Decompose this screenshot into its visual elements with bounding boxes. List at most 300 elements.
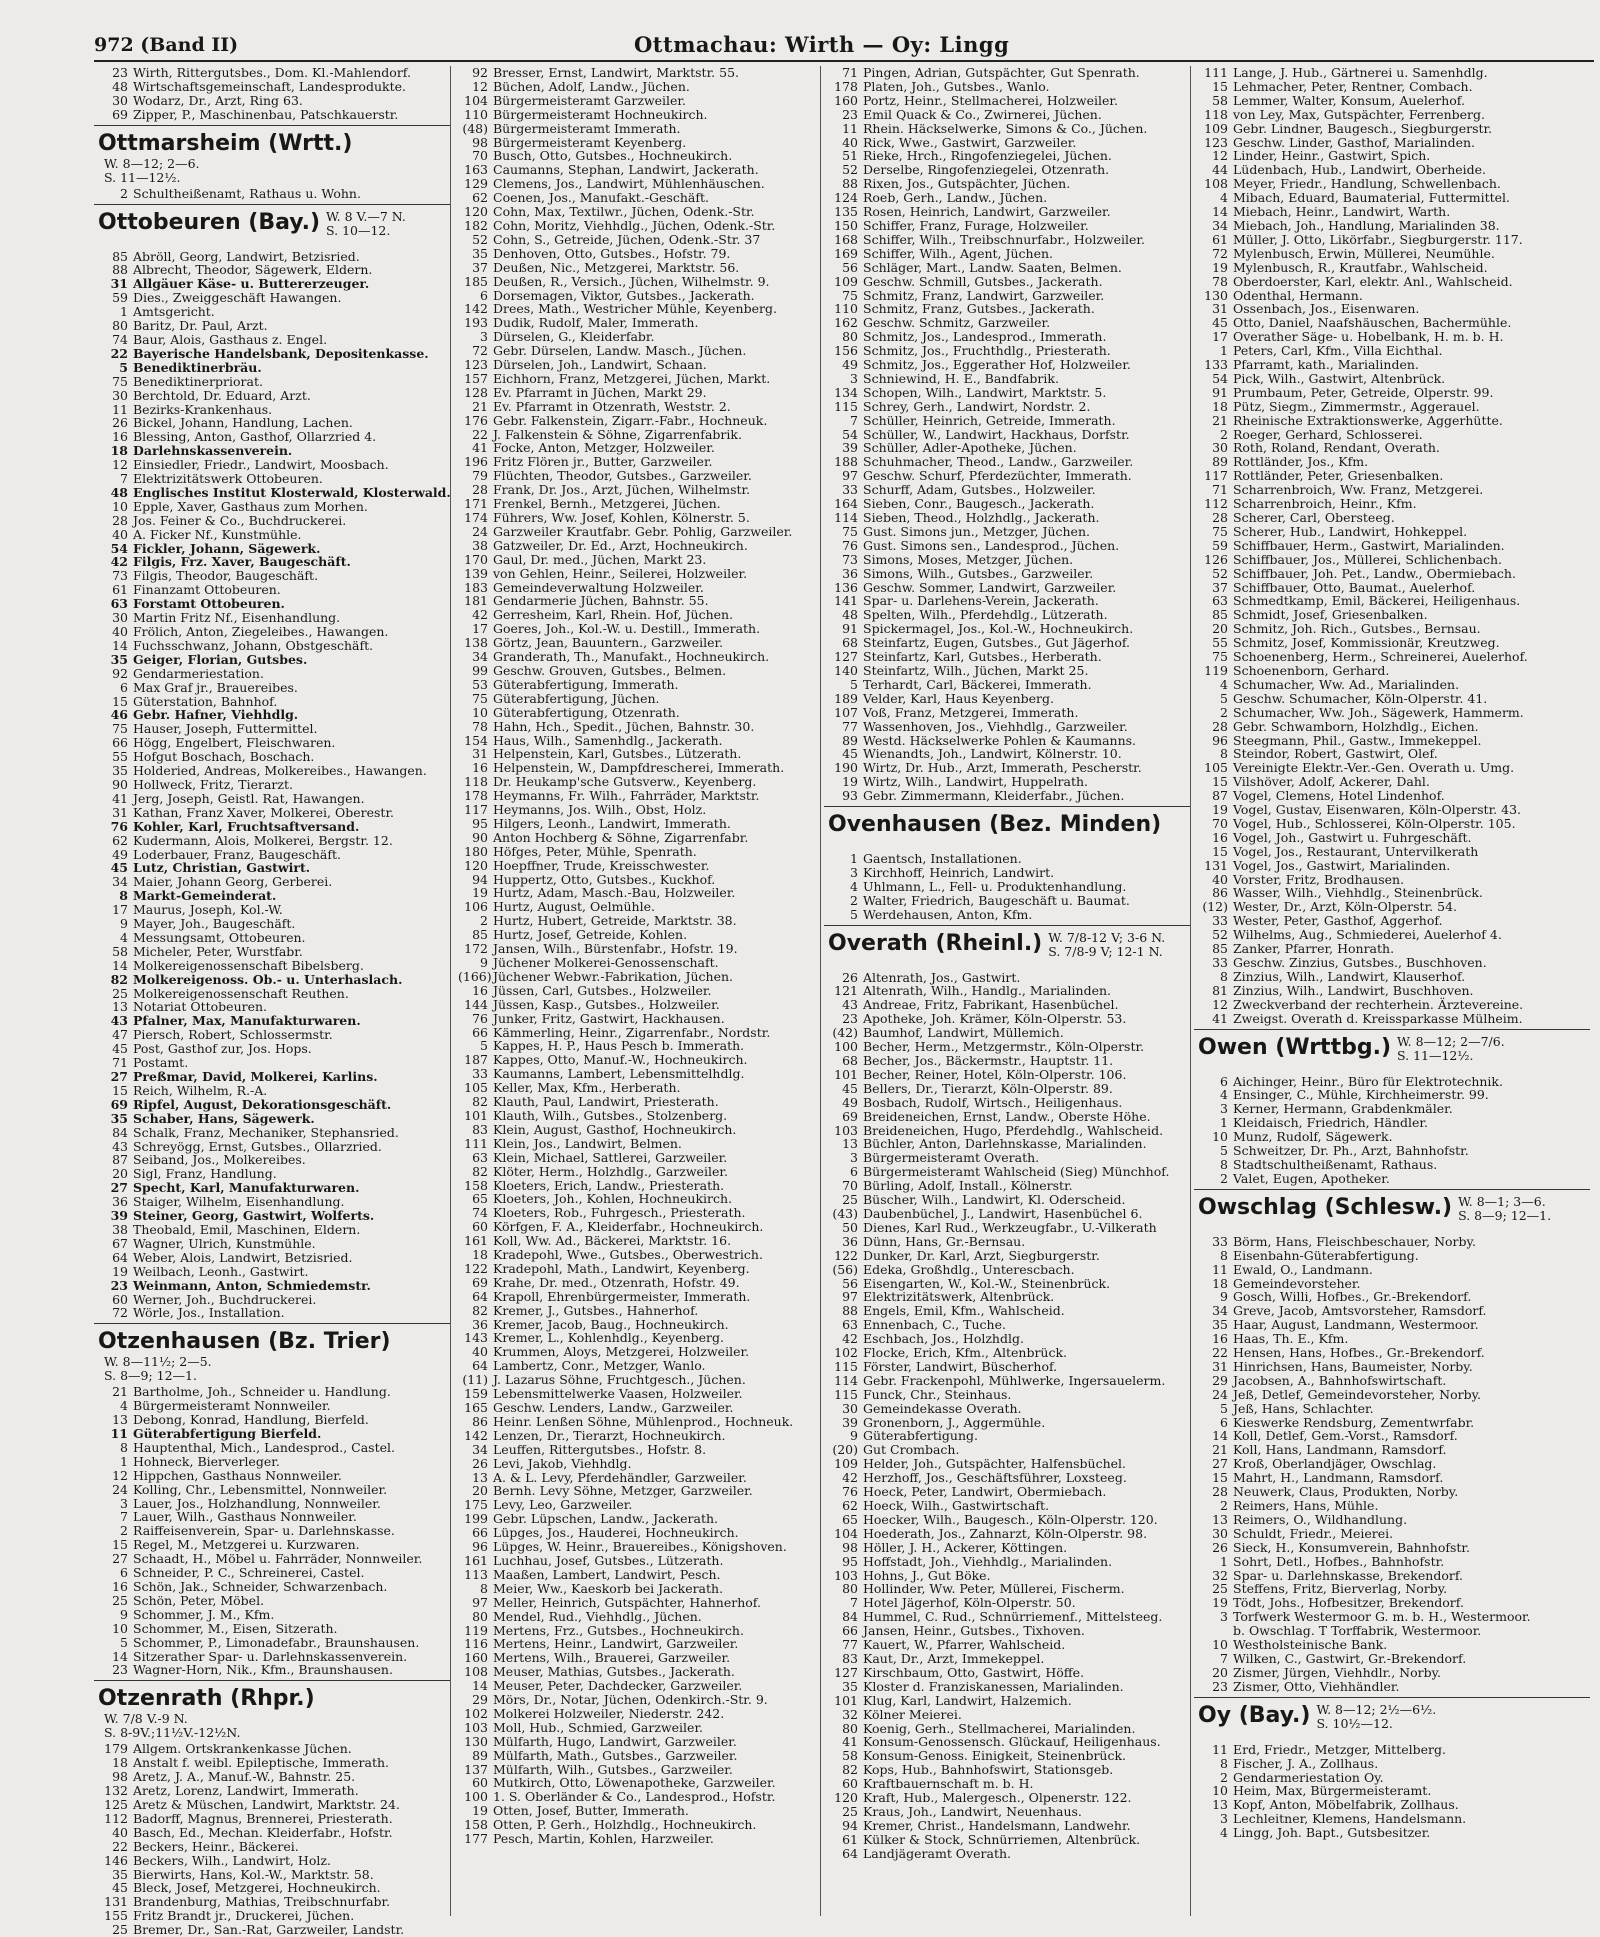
- phone-number: 93: [842, 788, 858, 804]
- phone-number: 51: [842, 148, 858, 164]
- directory-entry: [824, 1235, 1190, 1249]
- directory-entry: [94, 1251, 450, 1265]
- directory-entry: [454, 136, 820, 150]
- entry-text: Bresser, Ernst, Landwirt, Marktstr. 55.: [493, 65, 740, 80]
- directory-entry: [824, 692, 1190, 706]
- phone-number: 52: [1212, 565, 1228, 581]
- directory-entry: [1194, 1102, 1590, 1116]
- directory-entry: [824, 386, 1190, 400]
- directory-entry: [1194, 747, 1590, 761]
- directory-entry: [1194, 1457, 1590, 1471]
- phone-number: 175: [464, 1497, 488, 1513]
- entry-text: Kathan, Franz Xaver, Molkerei, Oberestr.: [133, 804, 395, 820]
- entry-text: Zanker, Pfarrer, Honrath.: [1233, 941, 1395, 957]
- phone-number: 88: [842, 1303, 858, 1319]
- phone-number: 26: [842, 969, 858, 985]
- entry-text: Wirtz, Wilh., Landwirt, Huppelrath.: [863, 774, 1089, 790]
- entry-text: Schuldt, Friedr., Meierei.: [1233, 1525, 1394, 1541]
- entry-text: Hilgers, Leonh., Landwirt, Immerath.: [493, 815, 731, 831]
- entry-text: Geschw. Sommer, Landwirt, Garzweiler.: [863, 579, 1117, 595]
- directory-entry: [454, 469, 820, 483]
- phone-number: 6: [850, 1164, 858, 1180]
- entry-text: Bosbach, Rudolf, Wirtsch., Heiligenhaus.: [863, 1094, 1123, 1110]
- directory-entry: [454, 80, 820, 94]
- phone-number: 2: [480, 913, 488, 929]
- entry-text: Zweckverband der rechterhein. Ärztevereine.: [1233, 996, 1524, 1012]
- phone-number: 38: [112, 1221, 128, 1237]
- phone-number: 14: [1212, 1428, 1228, 1444]
- entry-text: Eichhorn, Franz, Metzgerei, Jüchen, Markt.: [493, 370, 771, 386]
- entry-text: Kremer, Christ., Handelsmann, Landwehr.: [863, 1817, 1131, 1833]
- entry-text: Büchen, Adolf, Landw., Jüchen.: [493, 78, 690, 94]
- directory-entry: [1194, 1757, 1590, 1771]
- phone-number: 108: [1204, 176, 1228, 192]
- directory-entry: [1194, 149, 1590, 163]
- phone-number: 88: [842, 176, 858, 192]
- directory-entry: [1194, 692, 1590, 706]
- phone-number: 20: [472, 1483, 488, 1499]
- phone-number: 1: [850, 851, 858, 867]
- entry-text: Schüller, W., Landwirt, Hackhaus, Dorfstr.: [863, 426, 1130, 442]
- entry-text: Debong, Konrad, Handlung, Bierfeld.: [133, 1412, 369, 1428]
- phone-number: 8: [119, 888, 128, 904]
- directory-entry: [94, 1812, 450, 1826]
- phone-number: 8: [480, 1580, 488, 1596]
- entry-text: Schmitz, Franz, Landwirt, Garzweiler.: [863, 287, 1105, 303]
- phone-number: 29: [472, 1692, 488, 1708]
- phone-number: 15: [112, 1537, 128, 1553]
- phone-number: 103: [464, 1719, 488, 1735]
- entry-text: Gebr. Lüpschen, Landw., Jackerath.: [493, 1511, 718, 1527]
- phone-number: 14: [112, 957, 128, 973]
- phone-number: 30: [1212, 1525, 1228, 1541]
- phone-number: 36: [472, 1316, 488, 1332]
- directory-entry: [1194, 664, 1590, 678]
- directory-entry: [94, 1497, 450, 1511]
- office-hours: [1048, 931, 1165, 959]
- phone-number: 12: [1212, 148, 1228, 164]
- phone-number: 94: [842, 1817, 858, 1833]
- directory-entry: [1194, 372, 1590, 386]
- entry-text: Messungsamt, Ottobeuren.: [133, 929, 306, 945]
- directory-entry: [454, 108, 820, 122]
- phone-number: 9: [480, 955, 488, 970]
- phone-number: (48): [462, 120, 488, 136]
- directory-entry: [824, 1249, 1190, 1263]
- office-hours: [104, 1712, 240, 1740]
- directory-entry: [1194, 233, 1590, 247]
- phone-number: 14: [112, 1648, 128, 1664]
- entry-text: Hurtz, August, Oelmühle.: [493, 899, 655, 915]
- entry-text: Schoenenborn, Gerhard.: [1233, 662, 1390, 678]
- phone-number: 118: [464, 774, 488, 790]
- phone-number: 69: [112, 106, 128, 122]
- entry-text: Spelten, Wilh., Pferdehdlg., Lützerath.: [863, 607, 1108, 623]
- directory-entry: [94, 861, 450, 875]
- directory-entry: [1194, 1569, 1590, 1583]
- directory-entry: [94, 1909, 450, 1923]
- entry-text: Reimers, Hans, Mühle.: [1233, 1498, 1379, 1513]
- phone-number: 3: [850, 1150, 858, 1166]
- phone-number: 159: [464, 1386, 488, 1402]
- directory-entry: [824, 163, 1190, 177]
- entry-text: Apotheke, Joh. Krämer, Köln-Olperstr. 53.: [863, 1011, 1127, 1027]
- directory-entry: [1194, 441, 1590, 455]
- phone-number: 30: [842, 1400, 858, 1416]
- phone-number: 35: [112, 763, 128, 779]
- entry-text: Kraftbauernschaft m. b. H.: [863, 1776, 1034, 1792]
- directory-entry: [1194, 539, 1590, 553]
- entry-text: Bayerische Handelsbank, Depositenkasse.: [133, 345, 429, 361]
- entry-text: Pfalner, Max, Manufakturwaren.: [133, 1013, 361, 1029]
- entry-text: Max Graf jr., Brauereibes.: [133, 679, 298, 695]
- entry-text: Schalk, Franz, Mechaniker, Stephansried.: [133, 1124, 399, 1140]
- phone-number: 63: [472, 1149, 488, 1165]
- phone-number: 85: [1212, 941, 1228, 957]
- phone-number: 45: [842, 1080, 858, 1096]
- phone-number: 26: [1212, 1539, 1228, 1555]
- directory-entry: [1194, 650, 1590, 664]
- entry-text: Gebr. Lindner, Baugesch., Siegburgerstr.: [1233, 120, 1493, 136]
- entry-text: Pick, Wilh., Gastwirt, Altenbrück.: [1233, 370, 1446, 386]
- phone-number: 39: [842, 1414, 858, 1430]
- directory-entry: [454, 678, 820, 692]
- directory-entry: [94, 1427, 450, 1441]
- phone-number: 85: [472, 927, 488, 943]
- entry-text: Berchtold, Dr. Eduard, Arzt.: [133, 387, 311, 403]
- entry-text: Wienandts, Joh., Landwirt, Kölnerstr. 10.: [863, 746, 1122, 762]
- entry-text: Rick, Wwe., Gastwirt, Garzweiler.: [863, 134, 1077, 150]
- entry-text: Haus, Wilh., Samenhdlg., Jackerath.: [493, 732, 723, 748]
- directory-entry: [94, 1153, 450, 1167]
- entry-text: Mylenbusch, Erwin, Müllerei, Neumühle.: [1233, 245, 1495, 261]
- entry-text: Spar- u. Darlehnskasse, Brekendorf.: [1233, 1567, 1463, 1583]
- phone-number: 36: [842, 1233, 858, 1249]
- entry-text: Höller, J. H., Ackerer, Köttingen.: [863, 1539, 1068, 1555]
- phone-number: 23: [842, 1011, 858, 1027]
- directory-entry: [1194, 205, 1590, 219]
- directory-entry: [94, 1140, 450, 1154]
- phone-number: 111: [464, 1135, 488, 1151]
- entry-text: Eisenbahn-Güterabfertigung.: [1233, 1247, 1419, 1263]
- phone-number: 75: [112, 721, 128, 737]
- phone-number: 9: [850, 1428, 858, 1444]
- phone-number: 35: [110, 651, 128, 667]
- entry-text: Notariat Ottobeuren.: [133, 999, 268, 1015]
- entry-text: Wirtschaftsgemeinschaft, Landesprodukte.: [133, 78, 406, 94]
- directory-entry: [824, 539, 1190, 553]
- entry-text: Fritz Brandt jr., Druckerei, Jüchen.: [133, 1908, 355, 1924]
- directory-entry: [824, 80, 1190, 94]
- phone-number: 18: [1212, 1275, 1228, 1291]
- section-divider: [94, 1680, 450, 1681]
- entry-text: Focke, Anton, Metzger, Holzweiler.: [493, 440, 715, 456]
- place-name: Otzenrath (Rhpr.): [98, 1686, 315, 1712]
- entry-text: Hurtz, Adam, Masch.-Bau, Holzweiler.: [493, 885, 736, 901]
- phone-number: 114: [834, 1372, 858, 1388]
- directory-entry: [454, 302, 820, 316]
- directory-entry: [1194, 1666, 1590, 1680]
- directory-entry: [824, 1749, 1190, 1763]
- entry-text: Landjägeramt Overath.: [863, 1845, 1011, 1861]
- directory-entry: [94, 80, 450, 94]
- directory-entry: [824, 1193, 1190, 1207]
- directory-entry: [824, 1541, 1190, 1555]
- phone-number: 33: [472, 1066, 488, 1082]
- entry-text: Kappes, H. P., Haus Pesch b. Immerath.: [493, 1038, 745, 1054]
- phone-number: 16: [472, 760, 488, 776]
- directory-entry: [824, 414, 1190, 428]
- phone-number: 36: [842, 565, 858, 581]
- entry-text: Krapoll, Ehrenbürgermeister, Immerath.: [493, 1288, 751, 1304]
- entry-text: Vogel, Clemens, Hotel Lindenhof.: [1233, 788, 1445, 804]
- directory-entry: [94, 1399, 450, 1413]
- entry-text: Platen, Joh., Gutsbes., Wanlo.: [863, 78, 1050, 94]
- directory-entry: [824, 1833, 1190, 1847]
- phone-number: 18: [1212, 398, 1228, 414]
- directory-entry: [94, 987, 450, 1001]
- entry-text: Vogel, Jos., Gastwirt, Marialinden.: [1233, 857, 1451, 873]
- phone-number: 155: [104, 1908, 128, 1924]
- directory-entry: [454, 1568, 820, 1582]
- entry-text: Helpenstein, Karl, Gutsbes., Lützerath.: [493, 746, 742, 762]
- phone-number: 52: [472, 231, 488, 247]
- entry-text: Fuchsschwanz, Johann, Obstgeschäft.: [133, 637, 374, 653]
- directory-entry: [94, 416, 450, 430]
- directory-entry: [94, 1167, 450, 1181]
- entry-text: Hauser, Joseph, Futtermittel.: [133, 721, 318, 737]
- directory-entry: [1194, 261, 1590, 275]
- phone-number: 35: [1212, 1317, 1228, 1333]
- directory-entry: [824, 1582, 1190, 1596]
- directory-entry: [454, 233, 820, 247]
- entry-text: Preßmar, David, Molkerei, Karlins.: [133, 1069, 378, 1084]
- directory-entry: [1194, 1402, 1590, 1416]
- phone-number: 164: [834, 496, 858, 512]
- entry-text: Schommer, M., Eisen, Sitzerath.: [133, 1620, 338, 1636]
- entry-text: Wagner, Ulrich, Kunstmühle.: [133, 1235, 316, 1251]
- entry-text: Gendarmeriestation.: [133, 665, 264, 681]
- entry-text: Kirschbaum, Otto, Gastwirt, Höffe.: [863, 1664, 1085, 1680]
- directory-entry: [94, 1663, 450, 1677]
- phone-number: (12): [1202, 899, 1228, 915]
- directory-entry: [454, 1137, 820, 1151]
- phone-number: 69: [842, 1108, 858, 1124]
- directory-entry: [94, 319, 450, 333]
- phone-number: 85: [1212, 607, 1228, 623]
- entry-text: Altenrath, Jos., Gastwirt.: [863, 969, 1021, 985]
- entry-text: Breideneichen, Ernst, Landw., Oberste Höhe.: [863, 1108, 1151, 1124]
- directory-entry: [1194, 1610, 1590, 1624]
- entry-text: Rosen, Heinrich, Landwirt, Garzweiler.: [863, 204, 1111, 220]
- entry-text: Otto, Daniel, Naafshäuschen, Bachermühle.: [1233, 315, 1512, 331]
- entry-text: Becher, Reiner, Hotel, Köln-Olperstr. 106.: [863, 1066, 1127, 1082]
- phone-number: 90: [472, 829, 488, 845]
- phone-number: 131: [104, 1894, 128, 1910]
- phone-number: 6: [1220, 1073, 1228, 1089]
- directory-entry: [824, 594, 1190, 608]
- entry-text: Blessing, Anton, Gasthof, Ollarzried 4.: [133, 429, 377, 445]
- directory-entry: [824, 775, 1190, 789]
- entry-text: Keller, Max, Kfm., Herberath.: [493, 1080, 681, 1096]
- entry-text: Baritz, Dr. Paul, Arzt.: [133, 318, 268, 334]
- entry-text: Levi, Jakob, Viehhdlg.: [493, 1455, 632, 1471]
- phone-number: 82: [472, 1094, 488, 1110]
- phone-number: 1: [1220, 343, 1228, 359]
- directory-entry: [824, 1763, 1190, 1777]
- entry-text: Regel, M., Metzgerei u. Kurzwaren.: [133, 1537, 360, 1553]
- entry-text: Schultheißenamt, Rathaus u. Wohn.: [133, 185, 361, 201]
- entry-text: Rieke, Hrch., Ringofenziegelei, Jüchen.: [863, 148, 1112, 164]
- entry-text: Hauptenthal, Mich., Landesprod., Castel.: [133, 1439, 395, 1455]
- weekday-hours: W. 8 V.—7 N.: [326, 208, 406, 224]
- directory-entry: [94, 1895, 450, 1909]
- entry-text: Werner, Joh., Buchdruckerei.: [133, 1291, 317, 1307]
- phone-number: 98: [842, 1539, 858, 1555]
- directory-entry: [824, 1207, 1190, 1221]
- phone-number: 7: [850, 1595, 858, 1611]
- directory-entry: [94, 1923, 450, 1937]
- phone-number: 160: [464, 1650, 488, 1666]
- entry-text: Aretz, Lorenz, Landwirt, Immerath.: [133, 1783, 359, 1799]
- entry-text: Kloeters, Erich, Landw., Priesterath.: [493, 1177, 725, 1193]
- directory-entry: [94, 1112, 450, 1126]
- phone-number: 160: [834, 92, 858, 108]
- phone-number: 60: [842, 1776, 858, 1792]
- entry-text: Levy, Leo, Garzweiler.: [493, 1497, 633, 1513]
- directory-entry: [94, 542, 450, 556]
- directory-entry: [94, 1084, 450, 1098]
- entry-text: Geiger, Florian, Gutsbes.: [133, 651, 308, 667]
- phone-number: 115: [834, 398, 858, 414]
- entry-text: Frenkel, Bernh., Metzgerei, Jüchen.: [493, 496, 721, 512]
- phone-number: 23: [112, 65, 128, 80]
- phone-number: 4: [1220, 190, 1228, 206]
- entry-text: Ev. Pfarramt in Otzenrath, Weststr. 2.: [493, 398, 731, 414]
- phone-number: 109: [834, 273, 858, 289]
- entry-text: Hoffstadt, Joh., Viehhdlg., Marialinden.: [863, 1553, 1113, 1569]
- phone-number: 30: [112, 387, 128, 403]
- entry-text: Gut Crombach.: [863, 1442, 960, 1458]
- directory-entry: [1194, 400, 1590, 414]
- entry-text: Hollweck, Fritz, Tierarzt.: [133, 776, 293, 792]
- directory-entry: [454, 914, 820, 928]
- phone-number: 80: [112, 318, 128, 334]
- directory-entry: [1194, 803, 1590, 817]
- entry-text: Külker & Stock, Schnürriemen, Altenbrück.: [863, 1831, 1141, 1847]
- directory-entry: [454, 1512, 820, 1526]
- phone-number: 115: [834, 1386, 858, 1402]
- directory-entry: [454, 441, 820, 455]
- directory-entry: [824, 1110, 1190, 1124]
- entry-text: Anstalt f. weibl. Epileptische, Immerath.: [133, 1755, 389, 1771]
- entry-text: Krahe, Dr. med., Otzenrath, Hofstr. 49.: [493, 1274, 740, 1290]
- directory-entry: [824, 581, 1190, 595]
- entry-text: Kradepohl, Math., Landwirt, Keyenberg.: [493, 1260, 750, 1276]
- directory-entry: [824, 706, 1190, 720]
- entry-text: Högg, Engelbert, Fleischwaren.: [133, 735, 336, 751]
- entry-text: Dürselen, G., Kleiderfabr.: [493, 329, 655, 345]
- entry-text: Huppertz, Otto, Gutsbes., Kuckhof.: [493, 871, 716, 887]
- directory-entry: [454, 608, 820, 622]
- entry-text: Konsum-Genoss. Einigkeit, Steinenbrück.: [863, 1748, 1127, 1764]
- directory-entry: [824, 1402, 1190, 1416]
- phone-number: 22: [472, 426, 488, 442]
- directory-entry: [1194, 163, 1590, 177]
- directory-entry: [454, 761, 820, 775]
- phone-number: 183: [464, 579, 488, 595]
- phone-number: 142: [464, 1427, 488, 1443]
- directory-entry: [1194, 1318, 1590, 1332]
- entry-text: Prumbaum, Peter, Getreide, Olperstr. 99.: [1233, 384, 1494, 400]
- entry-text: Benediktinerpriorat.: [133, 373, 263, 389]
- directory-entry: [454, 831, 820, 845]
- entry-text: Frank, Dr. Jos., Arzt, Jüchen, Wilhelmstr.: [493, 482, 751, 498]
- entry-text: Abröll, Georg, Landwirt, Betzisried.: [133, 248, 360, 264]
- directory-entry: [824, 1499, 1190, 1513]
- directory-entry: [824, 358, 1190, 372]
- entry-text: Schmitz, Joh. Rich., Gutsbes., Bernsau.: [1233, 621, 1481, 637]
- directory-entry: [454, 483, 820, 497]
- phone-number: 130: [1204, 287, 1228, 303]
- directory-entry: [454, 1526, 820, 1540]
- column-4: [1194, 66, 1590, 1916]
- entry-text: Maurus, Joseph, Kol.-W.: [133, 902, 283, 918]
- directory-entry: [1194, 497, 1590, 511]
- directory-entry: [94, 347, 450, 361]
- directory-entry: [1194, 720, 1590, 734]
- directory-entry: [94, 1181, 450, 1195]
- entry-text: Rottländer, Peter, Griesenbalken.: [1233, 468, 1444, 484]
- directory-entry: [454, 1707, 820, 1721]
- phone-number: 46: [110, 707, 128, 723]
- directory-entry: [94, 403, 450, 417]
- directory-entry: [94, 1195, 450, 1209]
- entry-text: Mertens, Wilh., Brauerei, Garzweiler.: [493, 1650, 731, 1666]
- entry-text: Jeß, Hans, Schlachter.: [1233, 1400, 1374, 1416]
- entry-text: Denhoven, Otto, Gutsbes., Hofstr. 79.: [493, 245, 731, 261]
- entry-text: Molkereigenossenschaft Bibelsberg.: [133, 957, 364, 973]
- entry-text: Kloeters, Joh., Kohlen, Hochneukirch.: [493, 1191, 733, 1207]
- directory-entry: [1194, 1290, 1590, 1304]
- entry-text: Rhein. Häckselwerke, Simons & Co., Jüchen.: [863, 120, 1148, 136]
- entry-text: Molkerei Holzweiler, Niederstr. 242.: [493, 1705, 725, 1721]
- phone-number: 19: [1212, 259, 1228, 275]
- directory-entry: [94, 1469, 450, 1483]
- phone-number: 100: [464, 1789, 488, 1805]
- phone-number: 10: [1212, 1637, 1228, 1653]
- directory-entry: [94, 583, 450, 597]
- directory-entry: [454, 789, 820, 803]
- entry-text: Vilshöver, Adolf, Ackerer, Dahl.: [1233, 774, 1430, 790]
- phone-number: 48: [842, 607, 858, 623]
- phone-number: 23: [1212, 1678, 1228, 1694]
- directory-entry: [454, 1582, 820, 1596]
- entry-text: Kaumanns, Lambert, Lebensmittelhdlg.: [493, 1066, 745, 1082]
- directory-entry: [1194, 956, 1590, 970]
- entry-text: Micheler, Peter, Wurstfabr.: [133, 943, 303, 959]
- entry-text: Jansen, Heinr., Gutsbes., Tixhoven.: [863, 1623, 1085, 1639]
- entry-text: Sieben, Theod., Holzhdlg., Jackerath.: [863, 510, 1100, 525]
- phone-number: 5: [1220, 690, 1228, 706]
- directory-entry: [1194, 219, 1590, 233]
- phone-number: 87: [1212, 788, 1228, 804]
- entry-text: Luchhau, Josef, Gutsbes., Lützerath.: [493, 1552, 724, 1568]
- directory-entry: [454, 1039, 820, 1053]
- sunday-hours: S. 7/8-9 V; 12-1 N.: [1048, 943, 1163, 959]
- phone-number: 16: [112, 1579, 128, 1594]
- entry-text: Mendel, Rud., Viehhdlg., Jüchen.: [493, 1608, 702, 1624]
